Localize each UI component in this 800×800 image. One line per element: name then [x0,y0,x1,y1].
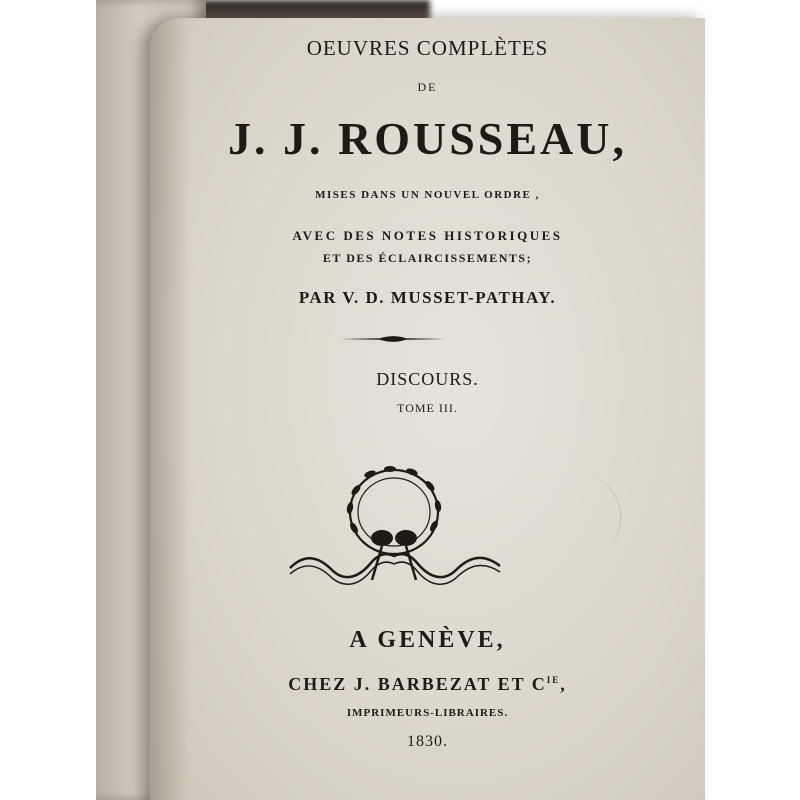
publication-year: 1830. [407,733,448,750]
editor-line: PAR V. D. MUSSET-PATHAY. [298,288,557,307]
series-title: OEUVRES COMPLÈTES [306,36,549,60]
subtitle-line-2: AVEC DES NOTES HISTORIQUES [292,228,563,243]
de-label: DE [417,80,438,94]
publisher-end: , [560,674,567,694]
subtitle-line-1: MISES DANS UN NOUVEL ORDRE , [315,189,540,201]
author-name: J. J. ROUSSEAU, [227,113,627,164]
section-title: DISCOURS. [376,369,479,389]
volume-label: TOME III. [397,401,458,415]
subtitle-line-3: ET DES ÉCLAIRCISSEMENTS; [322,251,533,265]
place-of-publication: A GENÈVE, [349,627,506,653]
publisher-line [150,674,705,695]
printers-line: IMPRIMEURS-LIBRAIRES. [346,707,509,719]
publisher-name: CHEZ J. BARBEZAT ET C [288,674,547,694]
laurel-wreath-ornament [286,460,506,590]
ornamental-rule [340,334,446,344]
publisher-suffix: IE [546,675,561,685]
